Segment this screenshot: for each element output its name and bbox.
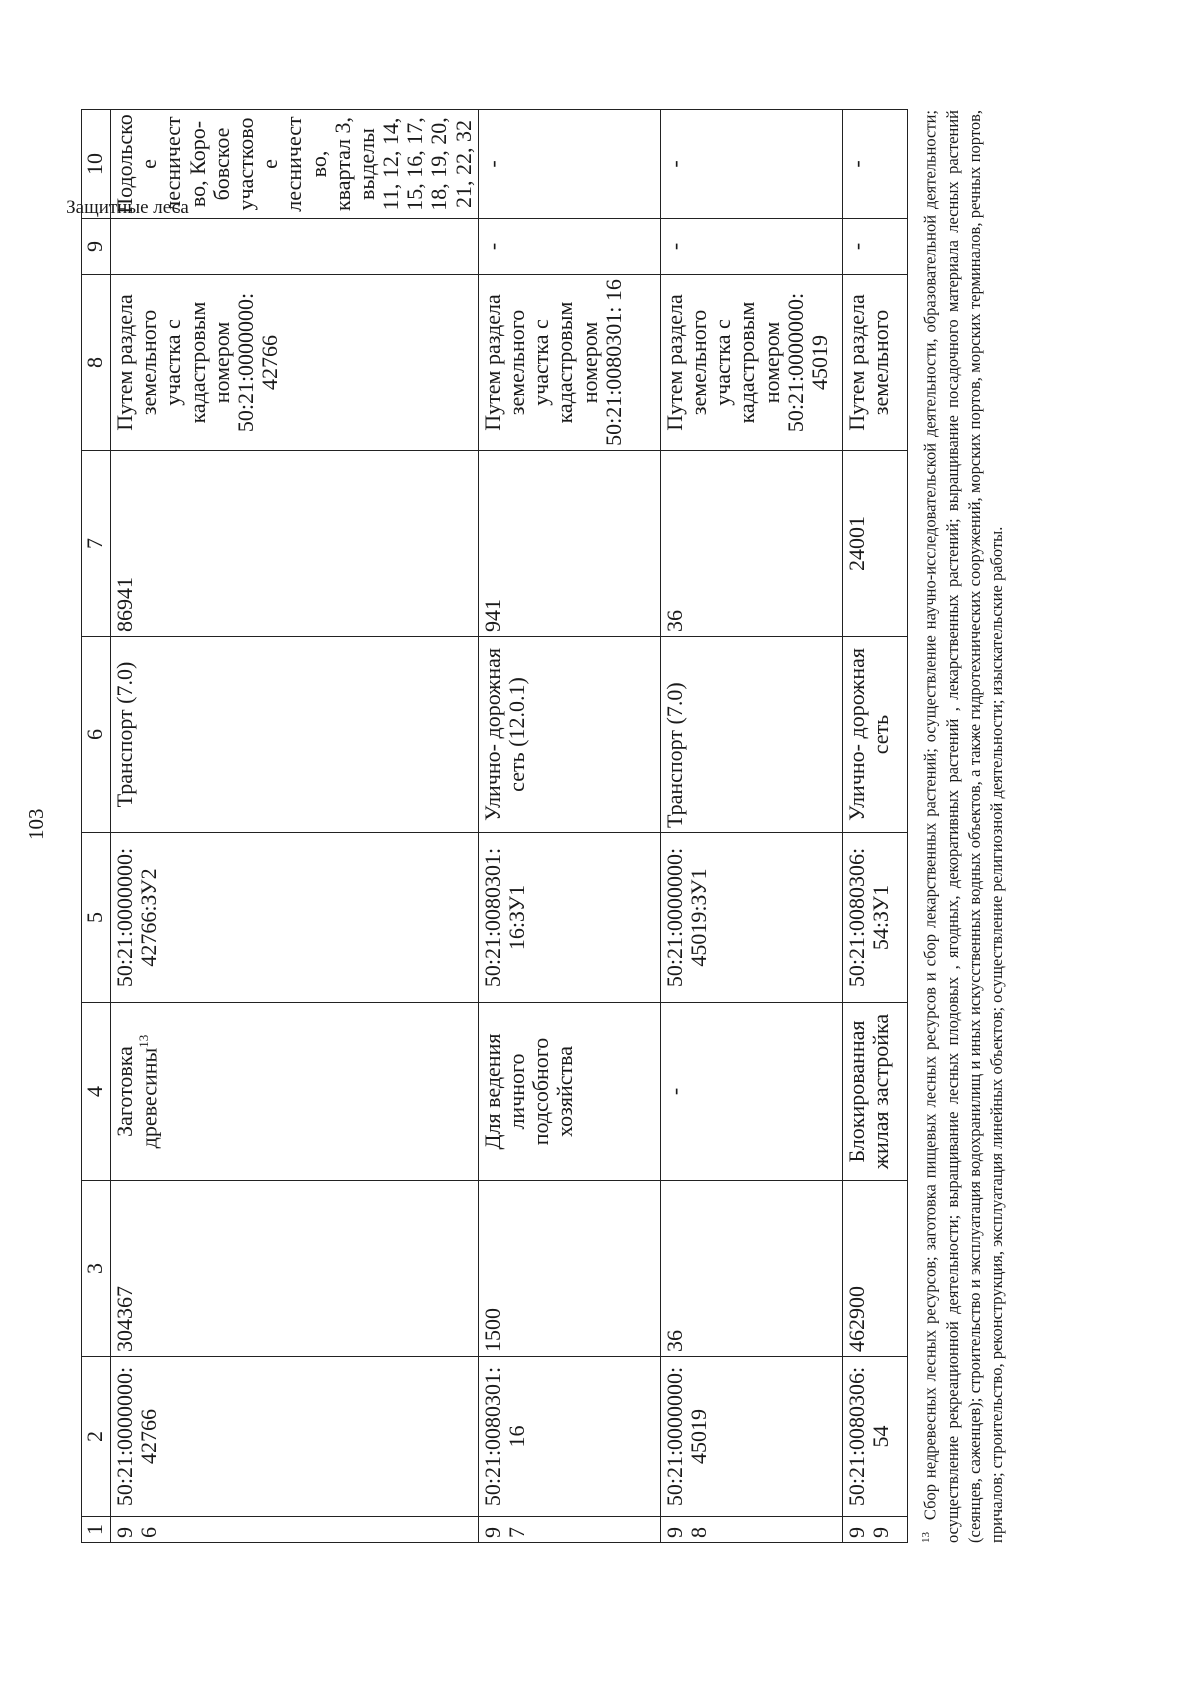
row-number: 96 bbox=[111, 1517, 479, 1543]
footnote-ref: 13 bbox=[136, 1034, 152, 1048]
formation-method: Путем раздела земельного bbox=[842, 275, 907, 451]
cadastral-number: 50:21:0000000: 45019 bbox=[660, 1357, 842, 1517]
forest-category: Защитные леса bbox=[66, 197, 189, 219]
new-area-value: 941 bbox=[478, 451, 660, 637]
area-value: 304367 bbox=[111, 1181, 479, 1357]
cadastral-number: 50:21:0080306: 54 bbox=[842, 1357, 907, 1517]
forest-location: Подольское лесничество, Коро- бовское участковое лесничество, квартал 3, выделы 11, 12, 14, 15, 16, 17, 18, 19, 20, 21, 22, 32 bbox=[111, 110, 479, 219]
row-number: 99 bbox=[842, 1517, 907, 1543]
table-header-row bbox=[82, 110, 111, 1543]
formation-method: Путем раздела земельного участка с кадастровым номером 50:21:0000000: 45019 bbox=[660, 275, 842, 451]
footnote-separator bbox=[907, 1243, 908, 1543]
new-lot-designation: 50:21:0000000: 42766:ЗУ2 bbox=[111, 833, 479, 1003]
forest-location: - bbox=[842, 110, 907, 219]
new-permitted-use: Улично- дорожная сеть (12.0.1) bbox=[478, 637, 660, 833]
page-number: 103 bbox=[24, 808, 48, 840]
permitted-use: Блокированная жилая застройка bbox=[842, 1003, 907, 1181]
column-number-6: 6 bbox=[82, 637, 111, 833]
formation-method: Путем раздела земельного участка с кадастровым номером 50:21:0080301: 16 bbox=[478, 275, 660, 451]
forest-category-cell bbox=[66, 197, 479, 275]
new-lot-designation: 50:21:0000000: 45019:ЗУ1 bbox=[660, 833, 842, 1003]
forest-category: - bbox=[478, 219, 660, 275]
forest-location: - bbox=[478, 110, 660, 219]
land-plots-table bbox=[66, 109, 908, 1543]
footnote bbox=[915, 110, 1008, 1543]
new-area-value: 24001 bbox=[842, 451, 907, 637]
table-row bbox=[842, 110, 907, 1543]
column-number-4: 4 bbox=[82, 1003, 111, 1181]
new-lot-designation: 50:21:0080301: 16:ЗУ1 bbox=[478, 833, 660, 1003]
area-value: 1500 bbox=[478, 1181, 660, 1357]
permitted-use bbox=[111, 1003, 479, 1181]
table-row bbox=[478, 110, 660, 1543]
new-permitted-use: Улично- дорожная сеть bbox=[842, 637, 907, 833]
rotated-landscape-content bbox=[24, 60, 1006, 1620]
row-number: 97 bbox=[478, 1517, 660, 1543]
column-number-1: 1 bbox=[82, 1517, 111, 1543]
permitted-use: Для ведения личного подсобного хозяйства bbox=[478, 1003, 660, 1181]
new-lot-designation: 50:21:0080306: 54:ЗУ1 bbox=[842, 833, 907, 1003]
column-number-9: 9 bbox=[82, 219, 111, 275]
cadastral-number: 50:21:0080301: 16 bbox=[478, 1357, 660, 1517]
permitted-use-text: Заготовка древесины bbox=[112, 1046, 162, 1149]
area-value: 462900 bbox=[842, 1181, 907, 1357]
table-row bbox=[660, 110, 842, 1543]
footnote-marker: 13 bbox=[920, 1532, 932, 1543]
area-value: 36 bbox=[660, 1181, 842, 1357]
cadastral-number: 50:21:0000000: 42766 bbox=[111, 1357, 479, 1517]
forest-category: - bbox=[660, 219, 842, 275]
forest-location: - bbox=[660, 110, 842, 219]
column-number-3: 3 bbox=[82, 1181, 111, 1357]
column-number-8: 8 bbox=[82, 275, 111, 451]
column-number-5: 5 bbox=[82, 833, 111, 1003]
table-row bbox=[111, 110, 479, 1543]
new-area-value: 86941 bbox=[111, 451, 479, 637]
forest-category: - bbox=[842, 219, 907, 275]
column-number-7: 7 bbox=[82, 451, 111, 637]
new-permitted-use: Транспорт (7.0) bbox=[660, 637, 842, 833]
formation-method: Путем раздела земельного участка с кадастровым номером 50:21:0000000: 42766 bbox=[111, 275, 479, 451]
new-area-value: 36 bbox=[660, 451, 842, 637]
footnote-text: Сбор недревесных лесных ресурсов; заготовка пищевых лесных ресурсов и сбор лекарственных растений; осуществление научно-исследовательской деятельности, образовательной деятельности; осуществление рекреационной деятельности; выращивание лесных плодовых , ягодных, декоративных растений , лекарственных растений; выращивание посадочного материала лесных растений (сеянцев, саженцев); строительство и эксплуатация водохранилищ и иных искусственных водных объектов, а также гидротехнических сооружений, морских портов, морских терминалов, речных портов, причалов; строительство, реконструкция, эксплуатация линейных объектов; осуществление религиозной деятельности; изыскательские работы. bbox=[920, 109, 1006, 1543]
row-number: 98 bbox=[660, 1517, 842, 1543]
permitted-use: - bbox=[660, 1003, 842, 1181]
column-number-2: 2 bbox=[82, 1357, 111, 1517]
column-number-10: 10 bbox=[82, 110, 111, 219]
new-permitted-use: Транспорт (7.0) bbox=[111, 637, 479, 833]
